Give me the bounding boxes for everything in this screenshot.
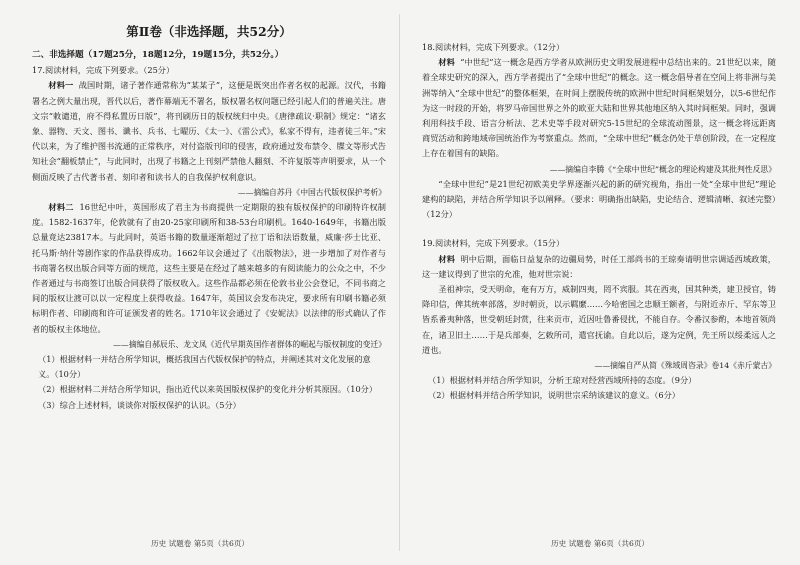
question-17-title: 17.阅读材料，完成下列要求。（25分）: [32, 65, 175, 76]
q18-prompt: “全球中世纪”是21世纪初欧美史学界逐渐兴起的新的研究视角，指出一处“全球中世纪”理论建构的缺陷，并结合所学知识予以阐释。（要求：明确指出缺陷，史论结合、逻辑清晰、叙述完整）（12分）: [422, 178, 776, 220]
q19-material-quote: 圣祖神宗，受天明命，奄有万方，威制四夷，罔不宾服。其在西夷，国其种类，建卫授官，铸降印信，俾其统率部落，岁时朝贡，以示羁縻……今哈密国之忠顺王额者，与附近赤斤、罕东等卫皆系番夷种落，世受朝廷封赏，往来贡市，近因吐鲁番侵扰，不能自存。令番汉参酌，本地首领尚在，诸卫旧土……于是兵部奏，乞敕所司，遣官抚谕。自此以后，遂为定例，先王所以绥柔远人之道也。: [422, 284, 776, 355]
q17-material-1: [32, 78, 386, 184]
question-19-title: 19.阅读材料，完成下列要求。（15分）: [422, 238, 565, 249]
q19-material-source: ——摘编自严从简《殊域周咨录》卷14《赤斤蒙古》: [594, 361, 776, 371]
part-heading: 第Ⅱ卷（非选择题，共52分）: [126, 24, 292, 39]
q17-material-2-source: ——摘编自郝辰乐、龙文凤《近代早期英国作者群体的崛起与版权制度的变迁》: [113, 339, 386, 349]
q18-material-source: ——摘编自李腾《“全球中世纪”概念的理论构建及其批判性反思》: [549, 164, 776, 174]
q17-material-2: [32, 200, 386, 337]
q19-material-label: 材料: [438, 253, 456, 264]
q19-material-text-1: 明中后期，面临日益复杂的边疆局势，时任工部尚书的王琼奏请明世宗调适西域政策，这一建议得到了世宗的允准，他对世宗说：: [422, 253, 776, 279]
q19-subquestion-2: （2）根据材料并结合所学知识，说明世宗采纳该建议的意义。（6分）: [428, 390, 680, 401]
question-18-title: 18.阅读材料，完成下列要求。（12分）: [422, 42, 565, 52]
left-page-footer: 历史 试题卷 第5页（共6页）: [150, 538, 250, 548]
section-title: 二、非选择题（17题25分，18题12分，19题15分，共52分。）: [32, 50, 284, 60]
q17-subquestion-3: （3）综合上述材料，谈谈你对版权保护的认识。（5分）: [38, 399, 241, 410]
q19-material: [422, 252, 776, 282]
spacer: [422, 222, 776, 236]
q17-material-2-label: 材料二: [48, 202, 74, 213]
right-page: [400, 0, 800, 565]
q17-material-1-label: 材料一: [48, 80, 74, 91]
right-page-footer: 历史 试题卷 第6页（共6页）: [550, 538, 650, 548]
q17-material-1-text: 战国时期，诸子著作通常称为“某某子”，这便是既突出作者名权的起源。汉代，书籍署名之例大量出现，晋代以后，著作幕端无不署名，版权署名权问题已经引起人们的普遍关注。唐文宗“敕谴道，府不得私置历日版”，将刊刷历日的版权统归中央。《唐律疏议·职制》规定：“诸玄象、器物、天文、图书、谶书、兵书、七曜历、《太一》、《雷公式》，私家不得有，违者徒三年。”宋代以来，为了维护图书流通的正常秩序，对付盗版刊印的侵害，政府通过发布禁令、牒文等形式告知社会“翻板禁止”，与此同时，出现了书籍之上刊刻严禁他人翻刻、不许复版等声明要求，从一个侧面反映了古代著书者、刻印者和读书人的自我保护权利意识。: [32, 80, 386, 182]
q18-material: [422, 55, 776, 161]
q18-material-label: 材料: [438, 57, 455, 68]
q17-material-2-text: 16世纪中叶，英国形成了君主为书商提供一定期限的独有版权保护的印刷特许权制度。1582-1637年，伦敦就有了由20-25家印刷所和38-53台印刷机。1640-1649年，书籍出版总量竟达23817本。与此同时，英语书籍的数量逐渐超过了拉丁语和法语数量，威廉·莎士比亚、托马斯·纳什等剧作家的作品获得成功。1662年议会通过了《出版物法》，进一步增加了对作者与书商署名权出版合同等方面的规范，这些主要是在经过了越来越多的有阅读能力的公众之中，不少作者通过与书商签订出版合同获得了版权收入。这些作品都必须在伦敦书业公会登记，不同书商之间的版权让渡可以以一定程度上获得收益。1647年，英国议会发布决定，要求所有印刷书籍必须标明作者、印刷商和许可证颁发者的姓名。1710年议会通过了《安妮法》以法律的形式确认了作者的版权主体地位。: [32, 202, 386, 334]
q17-subquestion-1: （1）根据材料一并结合所学知识，概括我国古代版权保护的特点，并阐述其对文化发展的意义。（10分）: [38, 354, 371, 380]
q19-subquestion-1: （1）根据材料并结合所学知识，分析王琼对经营西域所持的态度。（9分）: [428, 375, 697, 386]
q17-material-1-source: ——摘编自苏丹《中国古代版权保护考析》: [237, 187, 386, 197]
q18-material-text: “中世纪”这一概念是西方学者从欧洲历史文明发展进程中总结出来的。21世纪以来，随着全球史研究的深入，西方学者提出了“全球中世纪”的概念。这一概念倡导者在空间上将非洲与美洲等纳入“全球中世纪”的整体框架，在时间上摆脱传统的欧洲中世纪时间框架划分，以5-6世纪作为这一时段的开始，将罗马帝国世界之外的欧亚大陆和世界其他地区纳入其时间框架。同时，强调利用科技手段、语言分析法、艺术史等手段对研究5-15世纪的全球流动图景，这一概念将远距离商贸活动和跨地域帝国统治作为考察重点。然而，“全球中世纪”概念仍处于草创阶段，在一定程度上存在着国有的缺陷。: [422, 57, 776, 159]
q17-subquestion-2: （2）根据材料二并结合所学知识，指出近代以来英国版权保护的变化并分析其原因。（10分）: [38, 384, 378, 395]
